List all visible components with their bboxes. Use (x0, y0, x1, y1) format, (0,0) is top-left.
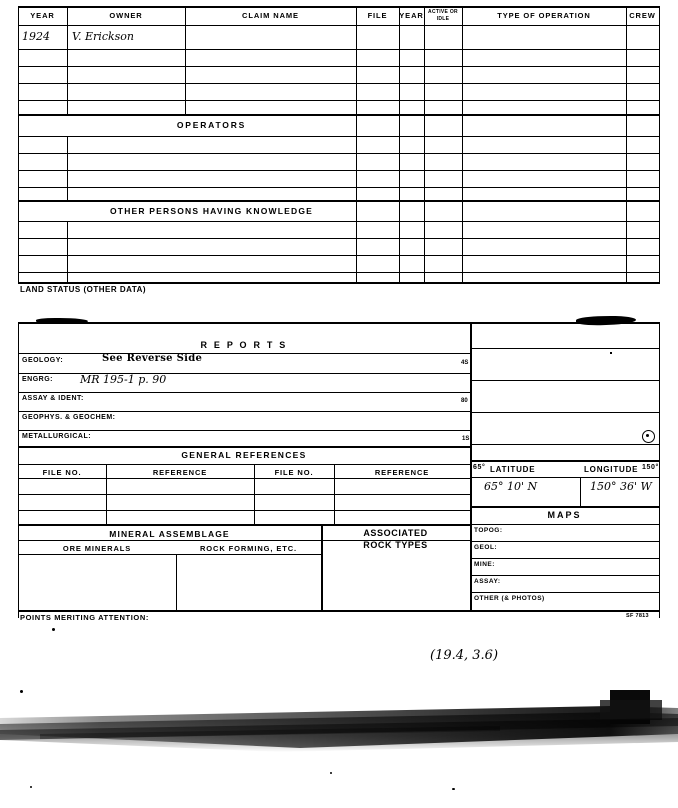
mineral-col-divider (176, 554, 177, 610)
maps-row-rule-4 (470, 592, 659, 593)
location-marker-icon (642, 430, 655, 443)
assoc-rock-title-line1: ASSOCIATED (363, 528, 428, 538)
col-header-year2: YEAR (399, 11, 424, 20)
genref-header-rule (18, 478, 470, 479)
row-rule-8 (18, 238, 660, 239)
row-rule-5 (18, 153, 660, 154)
map-grid-h1 (470, 348, 659, 349)
col-border-left (18, 6, 19, 282)
report-row-rule-4 (18, 430, 470, 431)
latitude-label: LATITUDE (490, 465, 536, 474)
knowledge-top-rule (18, 200, 660, 202)
longitude-label: LONGITUDE (584, 465, 639, 474)
row-rule-6 (18, 170, 660, 171)
genref-header-file-no: FILE NO. (42, 468, 82, 477)
reports-title-rule (18, 353, 470, 354)
col-owner (185, 6, 186, 114)
row-rule-3 (18, 83, 660, 84)
row-rule-10 (18, 272, 660, 273)
longitude-value: 150° 36' W (590, 480, 652, 493)
latitude-prefix: 65° (473, 464, 486, 471)
report-label-geophys: GEOPHYS. & GEOCHEM: (22, 414, 116, 421)
scan-artifact-smear (0, 690, 678, 808)
land-status-label: LAND STATUS (OTHER DATA) (20, 285, 147, 294)
col-header-year: YEAR (30, 11, 55, 20)
report-row-rule-2 (18, 392, 470, 393)
section-operators: OPERATORS (176, 120, 247, 130)
knowledge-bottom-rule (18, 221, 660, 222)
reports-block (18, 322, 660, 622)
report-row-rule-3 (18, 411, 470, 412)
form-code: SF 7813 (626, 613, 649, 619)
maps-row-rule-1 (470, 541, 659, 542)
col-header-active (424, 9, 462, 22)
report-label-metallurgical: METALLURGICAL: (22, 433, 92, 440)
report-label-geology: GEOLOGY: (22, 357, 64, 364)
report-num-metallurgical: 1S (462, 436, 470, 442)
report-value-engrg: MR 195-1 p. 90 (80, 373, 167, 386)
genref-bottom-rule (18, 524, 470, 526)
maps-row-rule-2 (470, 558, 659, 559)
genref-title-rule (18, 464, 470, 465)
map-label-geol: GEOL: (474, 544, 498, 551)
map-grid-h2 (470, 380, 659, 381)
report-label-assay: ASSAY & IDENT: (22, 395, 84, 402)
genref-header-file-no-2: FILE NO. (274, 468, 314, 477)
mineral-header-rule (18, 554, 321, 555)
row-rule-1 (18, 49, 660, 50)
map-dot-1 (610, 352, 612, 354)
coordinate-annotation: (19.4, 3.6) (430, 648, 499, 663)
maps-row-rule-3 (470, 575, 659, 576)
maps-title-rule (470, 506, 659, 508)
cell-year-1: 1924 (22, 30, 50, 43)
assoc-rock-title-line2: ROCK TYPES (363, 540, 428, 550)
map-label-topog: TOPOG: (474, 527, 503, 534)
cell-owner-1: V. Erickson (72, 30, 134, 43)
col-year (67, 6, 68, 114)
col-claim (356, 6, 357, 282)
report-value-geology: See Reverse Side (102, 353, 203, 364)
col-active (462, 6, 463, 282)
operators-col-1 (67, 136, 68, 200)
mineral-header-rock: ROCK FORMING, ETC. (199, 544, 298, 553)
row-rule-2 (18, 66, 660, 67)
col-year2 (424, 6, 425, 282)
map-grid-h4 (470, 444, 659, 445)
col-border-right (659, 6, 660, 282)
col-header-claim: CLAIM NAME (242, 11, 299, 20)
latitude-value: 65° 10' N (484, 480, 538, 493)
col-header-owner: OWNER (109, 11, 143, 20)
genref-header-reference: REFERENCE (152, 468, 208, 477)
genref-header-reference-2: REFERENCE (374, 468, 430, 477)
col-header-file: FILE (367, 11, 388, 20)
map-label-assay: ASSAY: (474, 578, 501, 585)
report-label-engrg: ENGRG: (22, 376, 53, 383)
genref-row-rule-1 (18, 494, 470, 495)
map-label-other: OTHER (& PHOTOS) (474, 595, 545, 602)
ink-smudge-left (36, 318, 88, 324)
report-row-rule-5 (18, 446, 470, 448)
col-file (399, 6, 400, 282)
map-label-mine: MINE: (474, 561, 495, 568)
smear-svg (0, 690, 678, 808)
row-rule-7 (18, 187, 660, 188)
map-grid-h3 (470, 412, 659, 413)
mineral-assemblage-title: MINERAL ASSEMBLAGE (109, 529, 230, 539)
mineral-header-ore: ORE MINERALS (62, 544, 132, 553)
general-references-title: GENERAL REFERENCES (181, 450, 307, 460)
location-panel (470, 322, 660, 610)
table-top-border (18, 6, 660, 8)
claims-table (18, 6, 660, 294)
section-other-persons: OTHER PERSONS HAVING KNOWLEDGE (109, 206, 314, 216)
latlong-top-rule (470, 460, 659, 462)
reports-title: R E P O R T S (200, 340, 288, 350)
col-header-active-text: ACTIVE OR IDLE (428, 9, 458, 22)
maps-title: MAPS (547, 510, 582, 520)
land-status-rule (18, 282, 660, 284)
report-num-assay: 80 (461, 398, 468, 404)
location-marker-dot (646, 434, 649, 437)
mineral-bottom-rule (18, 610, 470, 612)
col-operation (626, 6, 627, 282)
latlong-divider (580, 477, 581, 506)
latlong-rule (470, 477, 659, 478)
longitude-suffix: 150° (642, 464, 659, 471)
operators-top-rule (18, 114, 660, 116)
col-header-crew: CREW (629, 11, 656, 20)
table-header-rule (18, 25, 660, 26)
points-meriting-label: POINTS MERITING ATTENTION: (20, 613, 149, 622)
genref-row-rule-2 (18, 510, 470, 511)
row-rule-9 (18, 255, 660, 256)
operators-bottom-rule (18, 136, 660, 137)
maps-row-rule-0 (470, 524, 659, 525)
col-header-operation: TYPE OF OPERATION (497, 11, 591, 20)
speck-1 (52, 628, 55, 631)
knowledge-col-1 (67, 221, 68, 282)
report-num-geology: 4S (461, 360, 469, 366)
row-rule-4 (18, 100, 660, 101)
